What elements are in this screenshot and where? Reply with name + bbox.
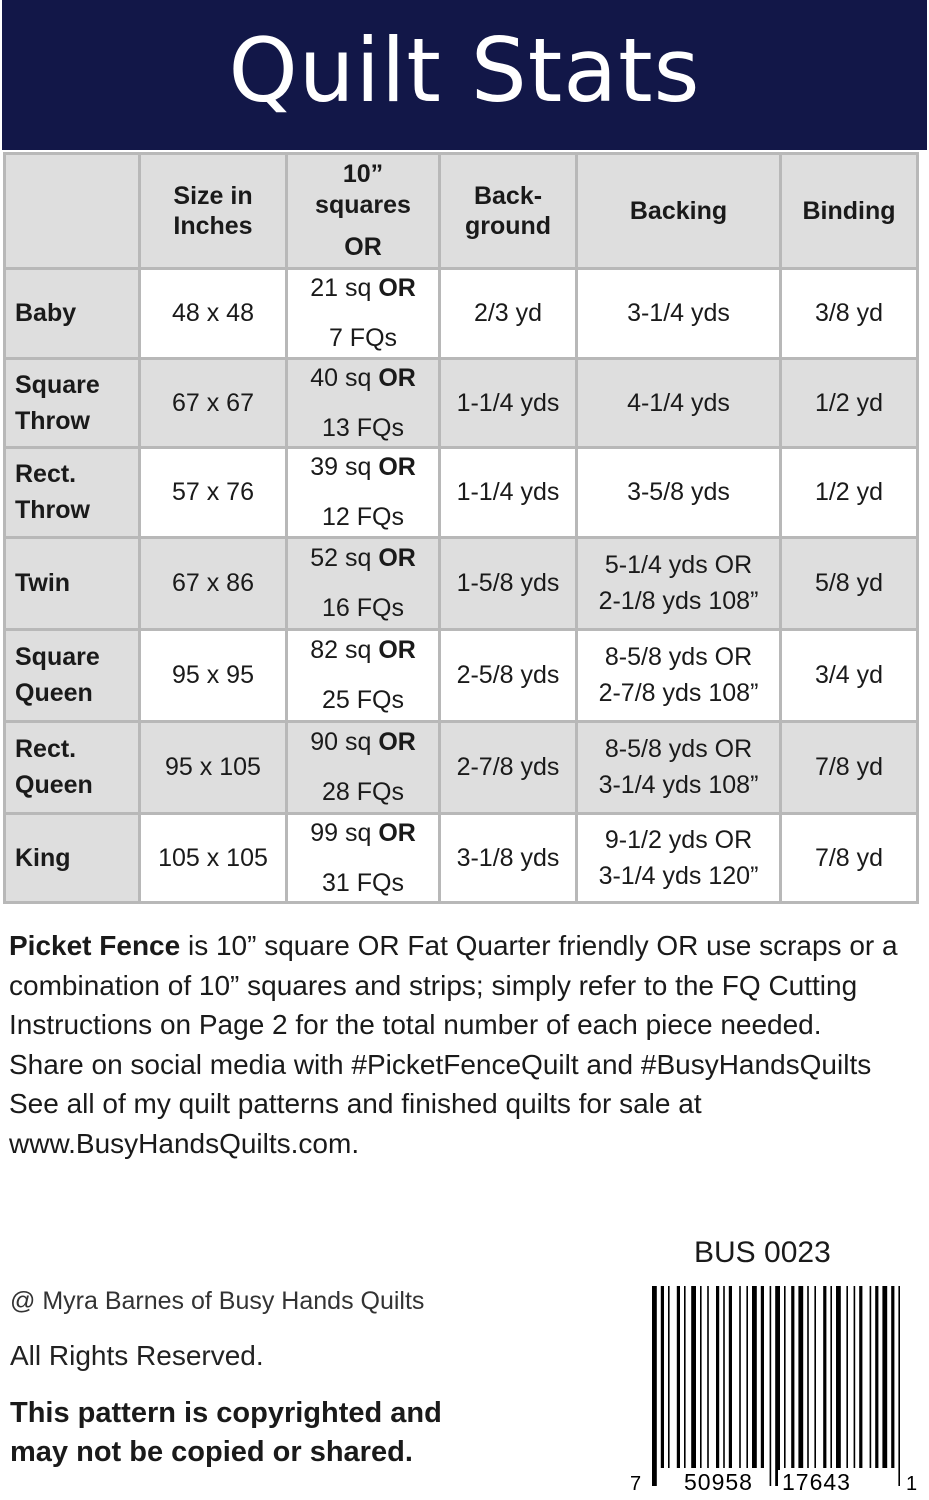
binding-cell: 5/8 yd [781,537,918,629]
squares-cell: 40 sq OR 13 FQs [287,358,440,448]
table-row [5,448,918,538]
notes-paragraph-3: See all of my quilt patterns and finished quilts for sale at www.BusyHandsQuilts.com. [9,1088,702,1159]
header-row [5,154,918,269]
header-corner [5,154,140,269]
squares-cell: 82 sq OR 25 FQs [287,629,440,721]
barcode-digit-check: 1 [906,1473,918,1495]
pattern-name: Picket Fence [9,930,181,961]
row-label: Twin [5,537,140,629]
table-row [5,269,918,359]
header-squares: 10” squares OR [287,154,440,269]
binding-cell: 7/8 yd [781,813,918,903]
table-row [5,358,918,448]
binding-cell: 1/2 yd [781,358,918,448]
background-cell: 2-5/8 yds [440,629,577,721]
title-banner [2,0,927,150]
size-cell: 67 x 67 [140,358,287,448]
header-backing: Backing [577,154,781,269]
barcode-digits-right: 17643 [782,1469,851,1495]
background-cell: 2-7/8 yds [440,721,577,813]
row-label: Rect. Throw [5,448,140,538]
copyright-text: @ Myra Barnes of Busy Hands Quilts [10,1287,425,1315]
binding-cell: 7/8 yd [781,721,918,813]
backing-cell: 3-5/8 yds [577,448,781,538]
notes [9,926,924,1163]
header-binding: Binding [781,154,918,269]
barcode-digit-lead: 7 [630,1473,642,1495]
header-background: Back- ground [440,154,577,269]
binding-cell: 3/8 yd [781,269,918,359]
squares-cell: 90 sq OR 28 FQs [287,721,440,813]
binding-cell: 1/2 yd [781,448,918,538]
backing-cell: 3-1/4 yds [577,269,781,359]
notes-paragraph-2: Share on social media with #PicketFenceQuilt and #BusyHandsQuilts [9,1048,872,1080]
background-cell: 2/3 yd [440,269,577,359]
row-label: Rect. Queen [5,721,140,813]
barcode [628,1284,920,1496]
notes-paragraph-1: Picket Fence is 10” square OR Fat Quarter friendly OR use scraps or a combination of 10” squares and strips; simply refer to the FQ Cutting Instructions on Page 2 for the total number of each piece needed. [9,930,898,1040]
row-label: Square Throw [5,358,140,448]
row-label: Square Queen [5,629,140,721]
size-cell: 95 x 95 [140,629,287,721]
size-cell: 95 x 105 [140,721,287,813]
quilt-stats-table [3,152,919,904]
backing-cell: 4-1/4 yds [577,358,781,448]
row-label: Baby [5,269,140,359]
size-cell: 67 x 86 [140,537,287,629]
background-cell: 1-5/8 yds [440,537,577,629]
binding-cell: 3/4 yd [781,629,918,721]
table-body [5,269,918,903]
squares-cell: 21 sq OR 7 FQs [287,269,440,359]
squares-cell: 39 sq OR 12 FQs [287,448,440,538]
product-code: BUS 0023 [694,1236,831,1269]
table-row [5,537,918,629]
backing-cell: 8-5/8 yds OR 2-7/8 yds 108” [577,629,781,721]
squares-cell: 99 sq OR 31 FQs [287,813,440,903]
background-cell: 1-1/4 yds [440,358,577,448]
page-title: Quilt Stats [228,18,701,122]
copyright-warning: This pattern is copyrighted and may not be copied or shared. [10,1397,442,1468]
background-cell: 3-1/8 yds [440,813,577,903]
table-row [5,813,918,903]
backing-cell: 8-5/8 yds OR 3-1/4 yds 108” [577,721,781,813]
barcode-digits-left: 50958 [684,1469,753,1495]
rights-text: All Rights Reserved. [10,1340,264,1371]
squares-cell: 52 sq OR 16 FQs [287,537,440,629]
size-cell: 48 x 48 [140,269,287,359]
background-cell: 1-1/4 yds [440,448,577,538]
backing-cell: 9-1/2 yds OR 3-1/4 yds 120” [577,813,781,903]
size-cell: 105 x 105 [140,813,287,903]
header-size: Size in Inches [140,154,287,269]
table-row [5,629,918,721]
row-label: King [5,813,140,903]
table-row [5,721,918,813]
size-cell: 57 x 76 [140,448,287,538]
backing-cell: 5-1/4 yds OR 2-1/8 yds 108” [577,537,781,629]
